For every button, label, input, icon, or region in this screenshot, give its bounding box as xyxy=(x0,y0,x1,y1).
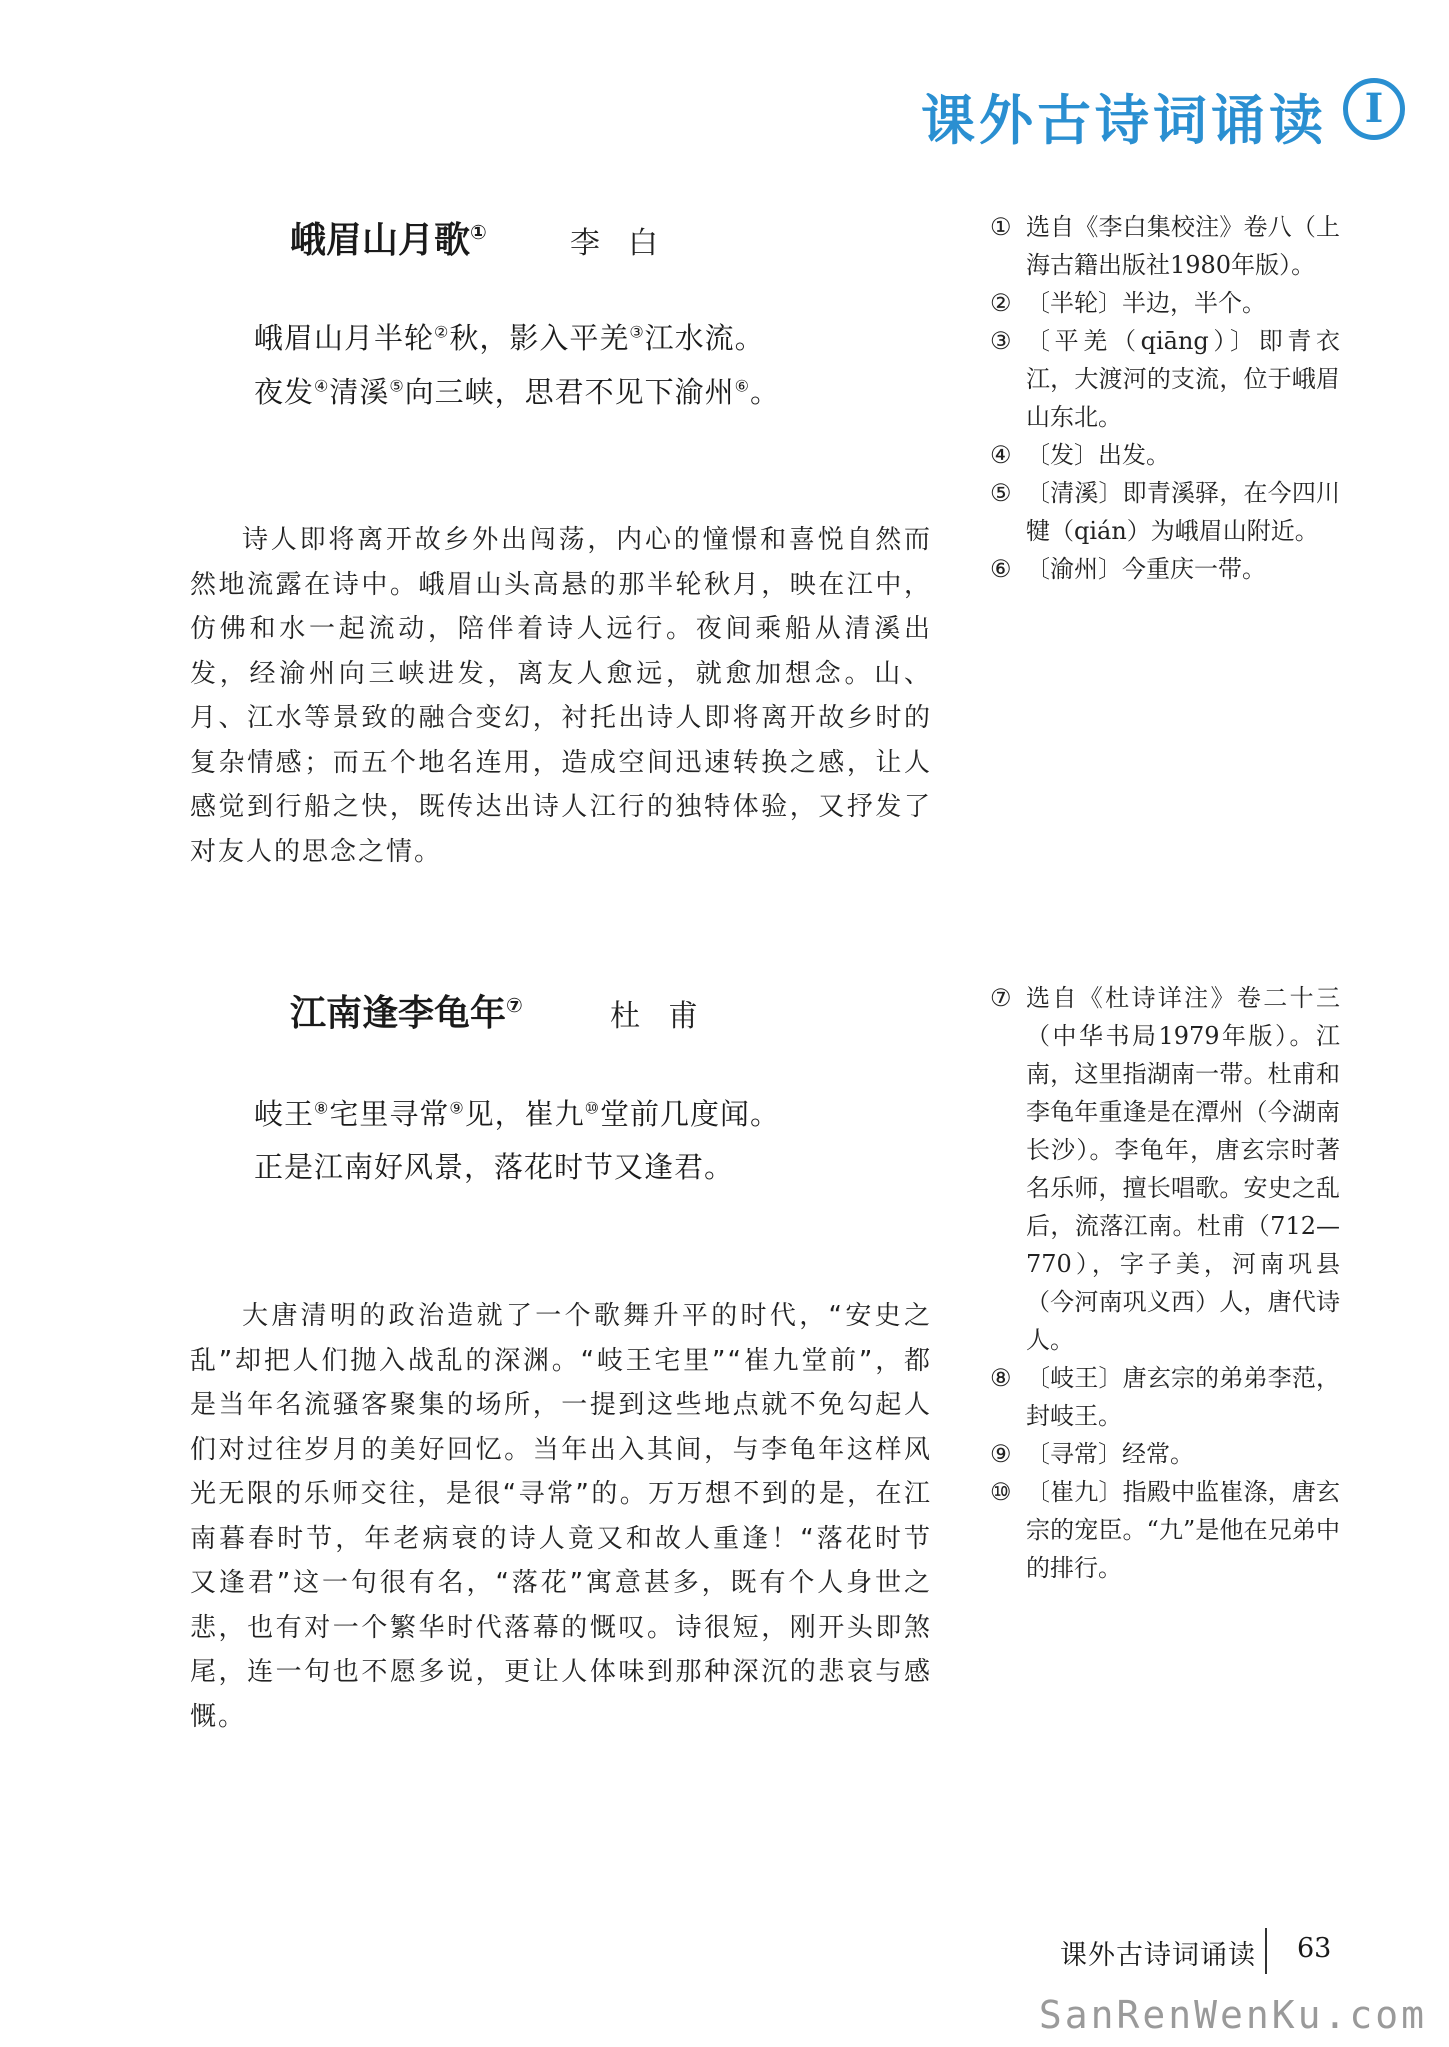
footnote: ⑤ 〔清溪〕即青溪驿，在今四川犍（qián）为峨眉山附近。 xyxy=(990,479,1340,545)
footer-section-label: 课外古诗词诵读 xyxy=(1060,1940,1256,1971)
poem-title-text: 峨眉山月歌 xyxy=(290,220,471,261)
section-badge: I xyxy=(1343,78,1405,140)
poem-author: 李白 xyxy=(570,226,686,261)
poem-commentary: 大唐清明的政治造就了一个歌舞升平的时代，“安史之乱”却把人们抛入战乱的深渊。“岐王宅里”“崔九堂前”，都是当年名流骚客聚集的场所，一提到这些地点就不免勾起人们对过往岁月的美好回忆。当年出入其间，与李龟年这样风光无限的乐师交往，是很“寻常”的。万万想不到的是，在江南暮春时节，年老病衰的诗人竟又和故人重逢！“落花时节又逢君”这一句很有名，“落花”寓意甚多，既有个人身世之悲，也有对一个繁华时代落幕的慨叹。诗很短，刚开头即煞尾，连一句也不愿多说，更让人体味到那种深沉的悲哀与感慨。 xyxy=(190,1301,932,1732)
poem-title-text: 江南逢李龟年 xyxy=(290,993,507,1034)
footnote: ⑧ 〔岐王〕唐玄宗的弟弟李范，封岐王。 xyxy=(990,1364,1340,1430)
footnotes xyxy=(990,208,1340,588)
footnote-mark: ④ xyxy=(314,376,330,396)
page-number: 63 xyxy=(1297,1933,1332,1964)
poem-title xyxy=(290,212,487,263)
poem-line: 岐王⑧宅里寻常⑨见，崔九⑩堂前几度闻。 xyxy=(254,1097,780,1131)
footnote: ④ 〔发〕出发。 xyxy=(990,441,1170,469)
footnote: ⑥ 〔渝州〕今重庆一带。 xyxy=(990,555,1266,583)
footnote-mark: ⑨ xyxy=(449,1098,465,1118)
watermark: SanRenWenKu.com xyxy=(1038,1993,1427,2037)
footnote-mark: ⑩ xyxy=(584,1098,600,1118)
footnote: ⑦ 选自《杜诗详注》卷二十三（中华书局1979年版）。江南，这里指湖南一带。杜甫和李龟年重逢是在潭州（今湖南长沙）。李龟年，唐玄宗时著名乐师，擅长唱歌。安史之乱后，流落江南。杜甫（712—770），字子美，河南巩县（今河南巩义西）人，唐代诗人。 xyxy=(990,984,1340,1354)
footnote-mark: ① xyxy=(470,221,487,244)
footnote: ⑨ 〔寻常〕经常。 xyxy=(990,1440,1194,1468)
poem-line: 正是江南好风景，落花时节又逢君。 xyxy=(254,1150,735,1184)
poem-commentary: 诗人即将离开故乡外出闯荡，内心的憧憬和喜悦自然而然地流露在诗中。峨眉山头高悬的那半轮秋月，映在江中，仿佛和水一起流动，陪伴着诗人远行。夜间乘船从清溪出发，经渝州向三峡进发，离友人愈远，就愈加想念。山、月、江水等景致的融合变幻，衬托出诗人即将离开故乡时的复杂情感；而五个地名连用，造成空间迅速转换之感，让人感觉到行船之快，既传达出诗人江行的独特体验，又抒发了对友人的思念之情。 xyxy=(190,525,932,867)
footnote-mark: ⑦ xyxy=(506,994,523,1017)
footnote: ③ 〔平羌（qiāng）〕即青衣江，大渡河的支流，位于峨眉山东北。 xyxy=(990,327,1340,431)
footnote-mark: ② xyxy=(434,322,450,342)
footnote: ① 选自《李白集校注》卷八（上海古籍出版社1980年版）。 xyxy=(990,213,1340,279)
footer-divider xyxy=(1265,1928,1267,1974)
footnote-mark: ⑧ xyxy=(314,1098,330,1118)
section-title: 课外古诗词诵读 xyxy=(921,89,1327,152)
footnote: ② 〔半轮〕半边，半个。 xyxy=(990,289,1266,317)
poem-author: 杜甫 xyxy=(610,999,726,1034)
footnotes xyxy=(990,979,1340,1587)
footnote-mark: ⑤ xyxy=(389,376,405,396)
poem-line: 峨眉山月半轮②秋，影入平羌③江水流。 xyxy=(254,321,765,355)
footnote-mark: ③ xyxy=(629,322,645,342)
poem-title xyxy=(290,985,523,1036)
footnote: ⑩ 〔崔九〕指殿中监崔涤，唐玄宗的宠臣。“九”是他在兄弟中的排行。 xyxy=(990,1478,1340,1582)
footnote-mark: ⑥ xyxy=(734,376,750,396)
poem-line: 夜发④清溪⑤向三峡，思君不见下渝州⑥。 xyxy=(254,375,780,409)
